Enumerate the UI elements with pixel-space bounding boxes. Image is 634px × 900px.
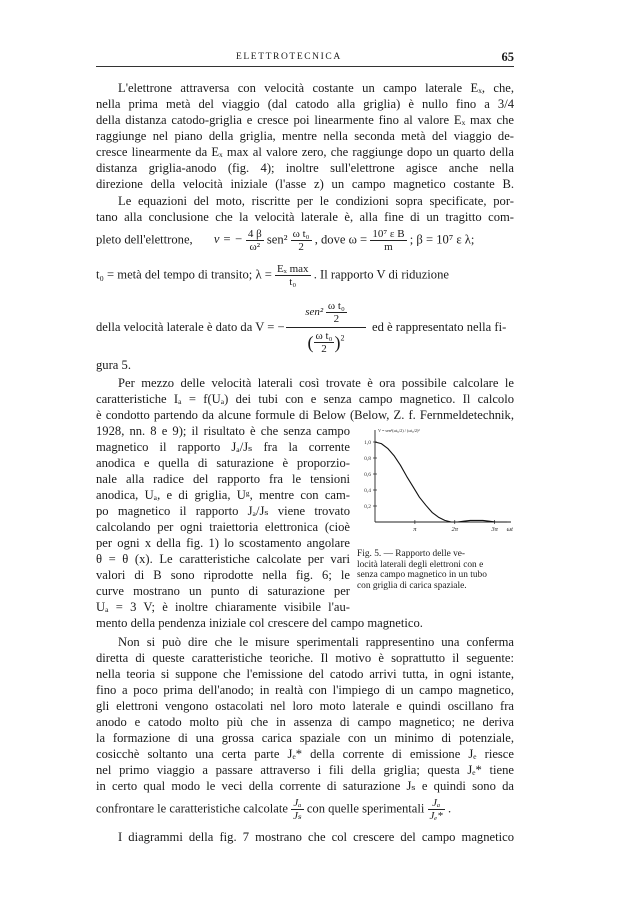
big-fraction: [286, 300, 366, 355]
text-line: per ogni x della fig. 1) lo scostamento angolare: [96, 536, 350, 550]
text-line: distanza griglia-anodo (fig. 4); inoltre sull'elettrone agisce anche nella: [96, 161, 514, 175]
y-tick-label: 0,4: [364, 488, 371, 494]
text-line: diretta di queste caratteristiche teoriche. Il motivo è soprattutto il seguente:: [96, 651, 514, 665]
text-line: direzione della velocità iniziale (l'asse z) un campo magnetico costante B.: [96, 177, 514, 191]
text-line: anodo e catodo molto più che in assenza di campo magnetico; ne deriva: [96, 715, 514, 729]
fraction: [428, 797, 445, 822]
paren-close: ): [334, 332, 341, 353]
paren-open: (: [307, 332, 314, 353]
denominator: 2: [298, 241, 304, 253]
x-tick-label: 3π: [491, 526, 498, 533]
caption-line: senza campo magnetico in un tubo: [357, 570, 487, 580]
paragraph-1: [96, 80, 514, 192]
text-line: po magnetico il rapporto Jₐ/Jₛ viene trovato: [96, 504, 350, 518]
formula-lead: t₀ = metà del tempo di transito; λ =: [96, 267, 272, 282]
numerator: Jₐ: [291, 797, 304, 810]
formula-lead: della velocità laterale è dato da V = −: [96, 320, 285, 334]
text-line: 1928, nn. 8 e 9); il risultato è che senza campo: [96, 424, 350, 438]
big-denominator: [286, 328, 366, 355]
formula-v: v = −: [213, 232, 243, 247]
page-number: 65: [501, 50, 514, 64]
paragraph-3: [96, 375, 514, 423]
y-axis-label: V = sen²(ωt₀/2) / (ωt₀/2)²: [378, 428, 420, 433]
formula-velocity: [96, 228, 514, 253]
dove-term: , dove ω =: [314, 232, 368, 247]
text-line: I diagrammi della fig. 7 mostrano che col crescere del campo magnetico: [118, 830, 514, 844]
formula-lead: confrontare le caratteristiche calcolate: [96, 801, 288, 816]
text-line: raggiunge nel piano della griglia, mentre nella seconda metà del viaggio de-: [96, 129, 514, 143]
text-line: la formazione di una grossa carica spaziale con un minimo di potenziale,: [96, 731, 514, 745]
fraction: [370, 228, 406, 253]
text-line: θ = θ (x). Le caratteristiche calcolate per vari: [96, 552, 350, 566]
text-line: gura 5.: [96, 358, 131, 372]
denominator: 2: [321, 343, 327, 355]
text-line: nel primo viaggio a passare attraverso i fili della griglia; questa Jₑ* tiene: [96, 763, 514, 777]
text-line: mento della pendenza iniziale col crescere del campo magnetico.: [96, 616, 423, 630]
y-tick-label: 0,8: [364, 456, 371, 462]
exponent: 2: [340, 333, 345, 343]
text-line: nale alla radice del rapporto fra le tensioni: [96, 472, 350, 486]
x-tick-label: 2π: [451, 526, 459, 533]
formula-mid: con quelle sperimentali: [306, 801, 425, 816]
text-line: anodica e quella di saturazione è proporzio-: [96, 456, 350, 470]
text-line: tano alla conclusione che la velocità laterale è, alla fine di un tragitto com-: [96, 210, 514, 224]
paragraph-3-end: [96, 615, 514, 631]
figure-5-caption: [357, 549, 517, 591]
fraction: [291, 228, 312, 253]
denominator: m: [384, 241, 393, 253]
text-line: Le equazioni del moto, riscritte per le condizioni sopra specificate, por-: [118, 194, 514, 208]
text-line: nella teoria si suppone che l'emissione del catodo arrivi tutta, in ogni istante,: [96, 667, 514, 681]
formula-lambda: [96, 263, 514, 288]
paragraph-2: [96, 193, 514, 225]
text-line: Per mezzo delle velocità laterali così trovate è ora possibile calcolare le: [118, 376, 514, 390]
numerator: ω t₀: [327, 300, 345, 312]
denominator: Jₑ*: [429, 810, 443, 822]
formula-tail: . Il rapporto V di riduzione: [313, 267, 449, 282]
text-line: Uₐ = 3 V; è inoltre chiaramente visibile l'au-: [96, 600, 350, 614]
numerator: Eₓ max: [276, 263, 309, 275]
denominator: 2: [333, 313, 340, 325]
text-line: calcolando per ogni traiettoria elettronica (cioè: [96, 520, 350, 534]
header-title: ELETTROTECNICA: [236, 52, 342, 62]
fraction: [326, 300, 347, 325]
caption-line: locità laterali degli elettroni con e: [357, 559, 484, 570]
formula-tail: ed è rappresentato nella fi-: [372, 320, 507, 334]
denominator: Jₛ: [293, 810, 302, 822]
text-line: Non si può dire che le misure sperimentali rappresentino una conferma: [118, 635, 514, 649]
y-tick-label: 0,6: [364, 472, 371, 478]
y-tick-label: 1,0: [364, 440, 371, 446]
text-line: curve mostrano un punto di saturazione per: [96, 584, 350, 598]
paragraph-3-narrow: [96, 423, 350, 615]
text-line: magnetico il rapporto Jₐ/Jₛ fra la corrente: [96, 440, 350, 454]
big-numerator: [286, 300, 366, 328]
gura-line: [96, 357, 514, 373]
x-tick-label: π: [413, 526, 417, 533]
text-line: in certo qual modo le veci della corrente di saturazione Jₛ e quindi sono da: [96, 779, 514, 793]
text-line: della distanza catodo-griglia e cresce poi linearmente fino al valore Eₓ max che: [96, 113, 514, 127]
numerator: ω t₀: [292, 228, 310, 240]
y-tick-label: 0,2: [364, 504, 371, 510]
formula-lead: pleto dell'elettrone,: [96, 232, 193, 247]
caption-line: Fig. 5. — Rapporto delle ve-: [357, 549, 466, 559]
last-paragraph: [96, 829, 514, 845]
fraction: [246, 228, 264, 253]
text-line: fino a poco prima dell'anodo; in realtà con l'impiego di un campo magnetico,: [96, 683, 514, 697]
beta-term: ; β = 10⁷ ε λ;: [409, 232, 475, 247]
fraction: [291, 797, 304, 822]
header-rule: [96, 66, 514, 67]
text-line: cresce linearmente da Eₓ max al valore zero, che raggiunge dopo un quarto della: [96, 145, 514, 159]
figure-5-chart: [357, 422, 517, 547]
paragraph-4: [96, 634, 514, 794]
denominator: ω²: [249, 241, 261, 253]
formula-comparison: [96, 797, 451, 822]
text-line: gli elettroni vengono ostacolati nel loro moto laterale e quindi oscillano fra: [96, 699, 514, 713]
text-line: nella prima metà del viaggio (dal catodo alla griglia) è nullo fino a 3/4: [96, 97, 514, 111]
text-line: L'elettrone attraversa con velocità costante un campo laterale Eₓ, che,: [118, 81, 514, 95]
denominator: t₀: [289, 276, 297, 288]
caption-line: con griglia di carica spaziale.: [357, 580, 467, 591]
fraction: [314, 330, 335, 355]
text-line: cosicchè soltanto una certa parte Jₑ* della corrente di emissione Jₑ riesce: [96, 747, 514, 761]
sen-term: sen²: [305, 306, 324, 319]
numerator: 10⁷ ε B: [372, 228, 405, 240]
formula-end: .: [447, 801, 452, 816]
text-line: anodica, Uₐ, e di griglia, Uᵍ, mentre con cam-: [96, 488, 350, 502]
text-line: è condotto partendo da alcune formule di Below (Below, Z. f. Fernmeldetechnik,: [96, 408, 514, 422]
sen-term: sen²: [266, 232, 288, 247]
text-line: valori di B sono riprodotte nella fig. 6; le: [96, 568, 350, 582]
formula-ratio: [96, 300, 514, 356]
numerator: 4 β: [247, 228, 262, 240]
numerator: ω t₀: [315, 330, 333, 342]
numerator: Jₐ: [428, 797, 445, 810]
fraction: [275, 263, 311, 288]
text-line: caratteristiche Iₐ = f(Uₐ) dei tubi con e senza campo magnetico. Il calcolo: [96, 392, 514, 406]
series-line: [375, 442, 507, 522]
running-header: [96, 50, 514, 68]
x-axis-label: ωt: [506, 526, 513, 533]
